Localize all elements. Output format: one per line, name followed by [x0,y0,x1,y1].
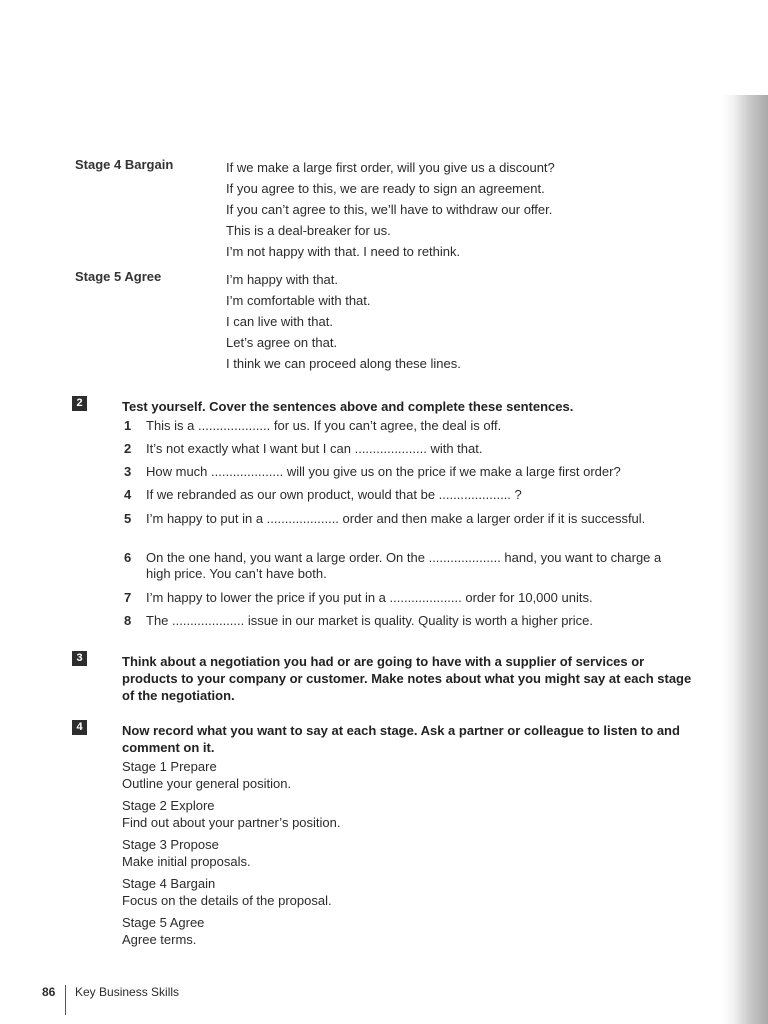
phrase: If you agree to this, we are ready to sign an agreement. [226,181,545,196]
page-number: 86 [42,985,56,999]
item-number: 4 [124,487,132,502]
stage-title: Stage 4 Bargain [122,876,216,891]
item-number: 1 [124,418,132,433]
stage-list-item [122,797,341,831]
phrase: I can live with that. [226,314,333,329]
stage-phrases [226,269,461,374]
footer-divider [65,985,66,1015]
item-text: This is a .................... for us. If you can’t agree, the deal is off. [146,418,502,433]
item-text: How much .................... will you give us on the price if we make a large first order? [146,464,621,479]
phrase: I think we can proceed along these lines. [226,356,461,371]
phrase: If you can’t agree to this, we’ll have to withdraw our offer. [226,202,553,217]
item-number: 5 [124,511,132,526]
item-text: It’s not exactly what I want but I can .................... with that. [146,441,483,456]
stage-description: Make initial proposals. [122,854,251,869]
item-text: On the one hand, you want a large order. On the .................... hand, you want to charge a high price. You can’t have both. [146,550,662,581]
phrase: This is a deal-breaker for us. [226,223,391,238]
item-number: 6 [124,550,132,565]
stage-list-item [122,758,291,792]
phrase: I’m comfortable with that. [226,293,371,308]
phrase: I’m not happy with that. I need to rethink. [226,244,461,259]
stage-list-item [122,914,204,948]
item-text: The .................... issue in our market is quality. Quality is worth a higher price. [146,613,593,628]
stage-title: Stage 3 Propose [122,837,219,852]
page-edge-shadow [722,95,768,1024]
stage-title: Stage 1 Prepare [122,759,217,774]
item-number: 8 [124,613,132,628]
item-text: I’m happy to lower the price if you put in a .................... order for 10,000 units. [146,590,593,605]
exercise-number-badge: 2 [72,396,87,411]
stage-title: Stage 5 Agree [122,915,205,930]
exercise-number-badge: 3 [72,651,87,666]
exercise-instruction: Now record what you want to say at each stage. Ask a partner or colleague to listen to and comment on it. [122,723,680,755]
item-text: I’m happy to put in a .................... order and then make a larger order if it is successful. [146,511,646,526]
stage-list-item [122,836,251,870]
stage-description: Outline your general position. [122,776,292,791]
item-number: 7 [124,590,132,605]
stage-label: Stage 4 Bargain [75,157,174,172]
phrase: If we make a large first order, will you give us a discount? [226,160,555,175]
stage-label: Stage 5 Agree [75,269,162,284]
item-number: 3 [124,464,132,479]
stage-description: Agree terms. [122,932,197,947]
phrase: I’m happy with that. [226,272,338,287]
stage-list-item [122,875,332,909]
stage-phrases [226,157,555,262]
book-title: Key Business Skills [75,985,180,999]
exercise-instruction: Think about a negotiation you had or are going to have with a supplier of services or products to your company or customer. Make notes about what you might say at each stage of the negotiation. [122,654,692,703]
phrase: Let’s agree on that. [226,335,338,350]
exercise-instruction: Test yourself. Cover the sentences above and complete these sentences. [122,399,574,414]
item-text: If we rebranded as our own product, would that be .................... ? [146,487,522,502]
stage-description: Focus on the details of the proposal. [122,893,332,908]
exercise-number-badge: 4 [72,720,87,735]
stage-title: Stage 2 Explore [122,798,215,813]
item-number: 2 [124,441,132,456]
stage-description: Find out about your partner’s position. [122,815,341,830]
